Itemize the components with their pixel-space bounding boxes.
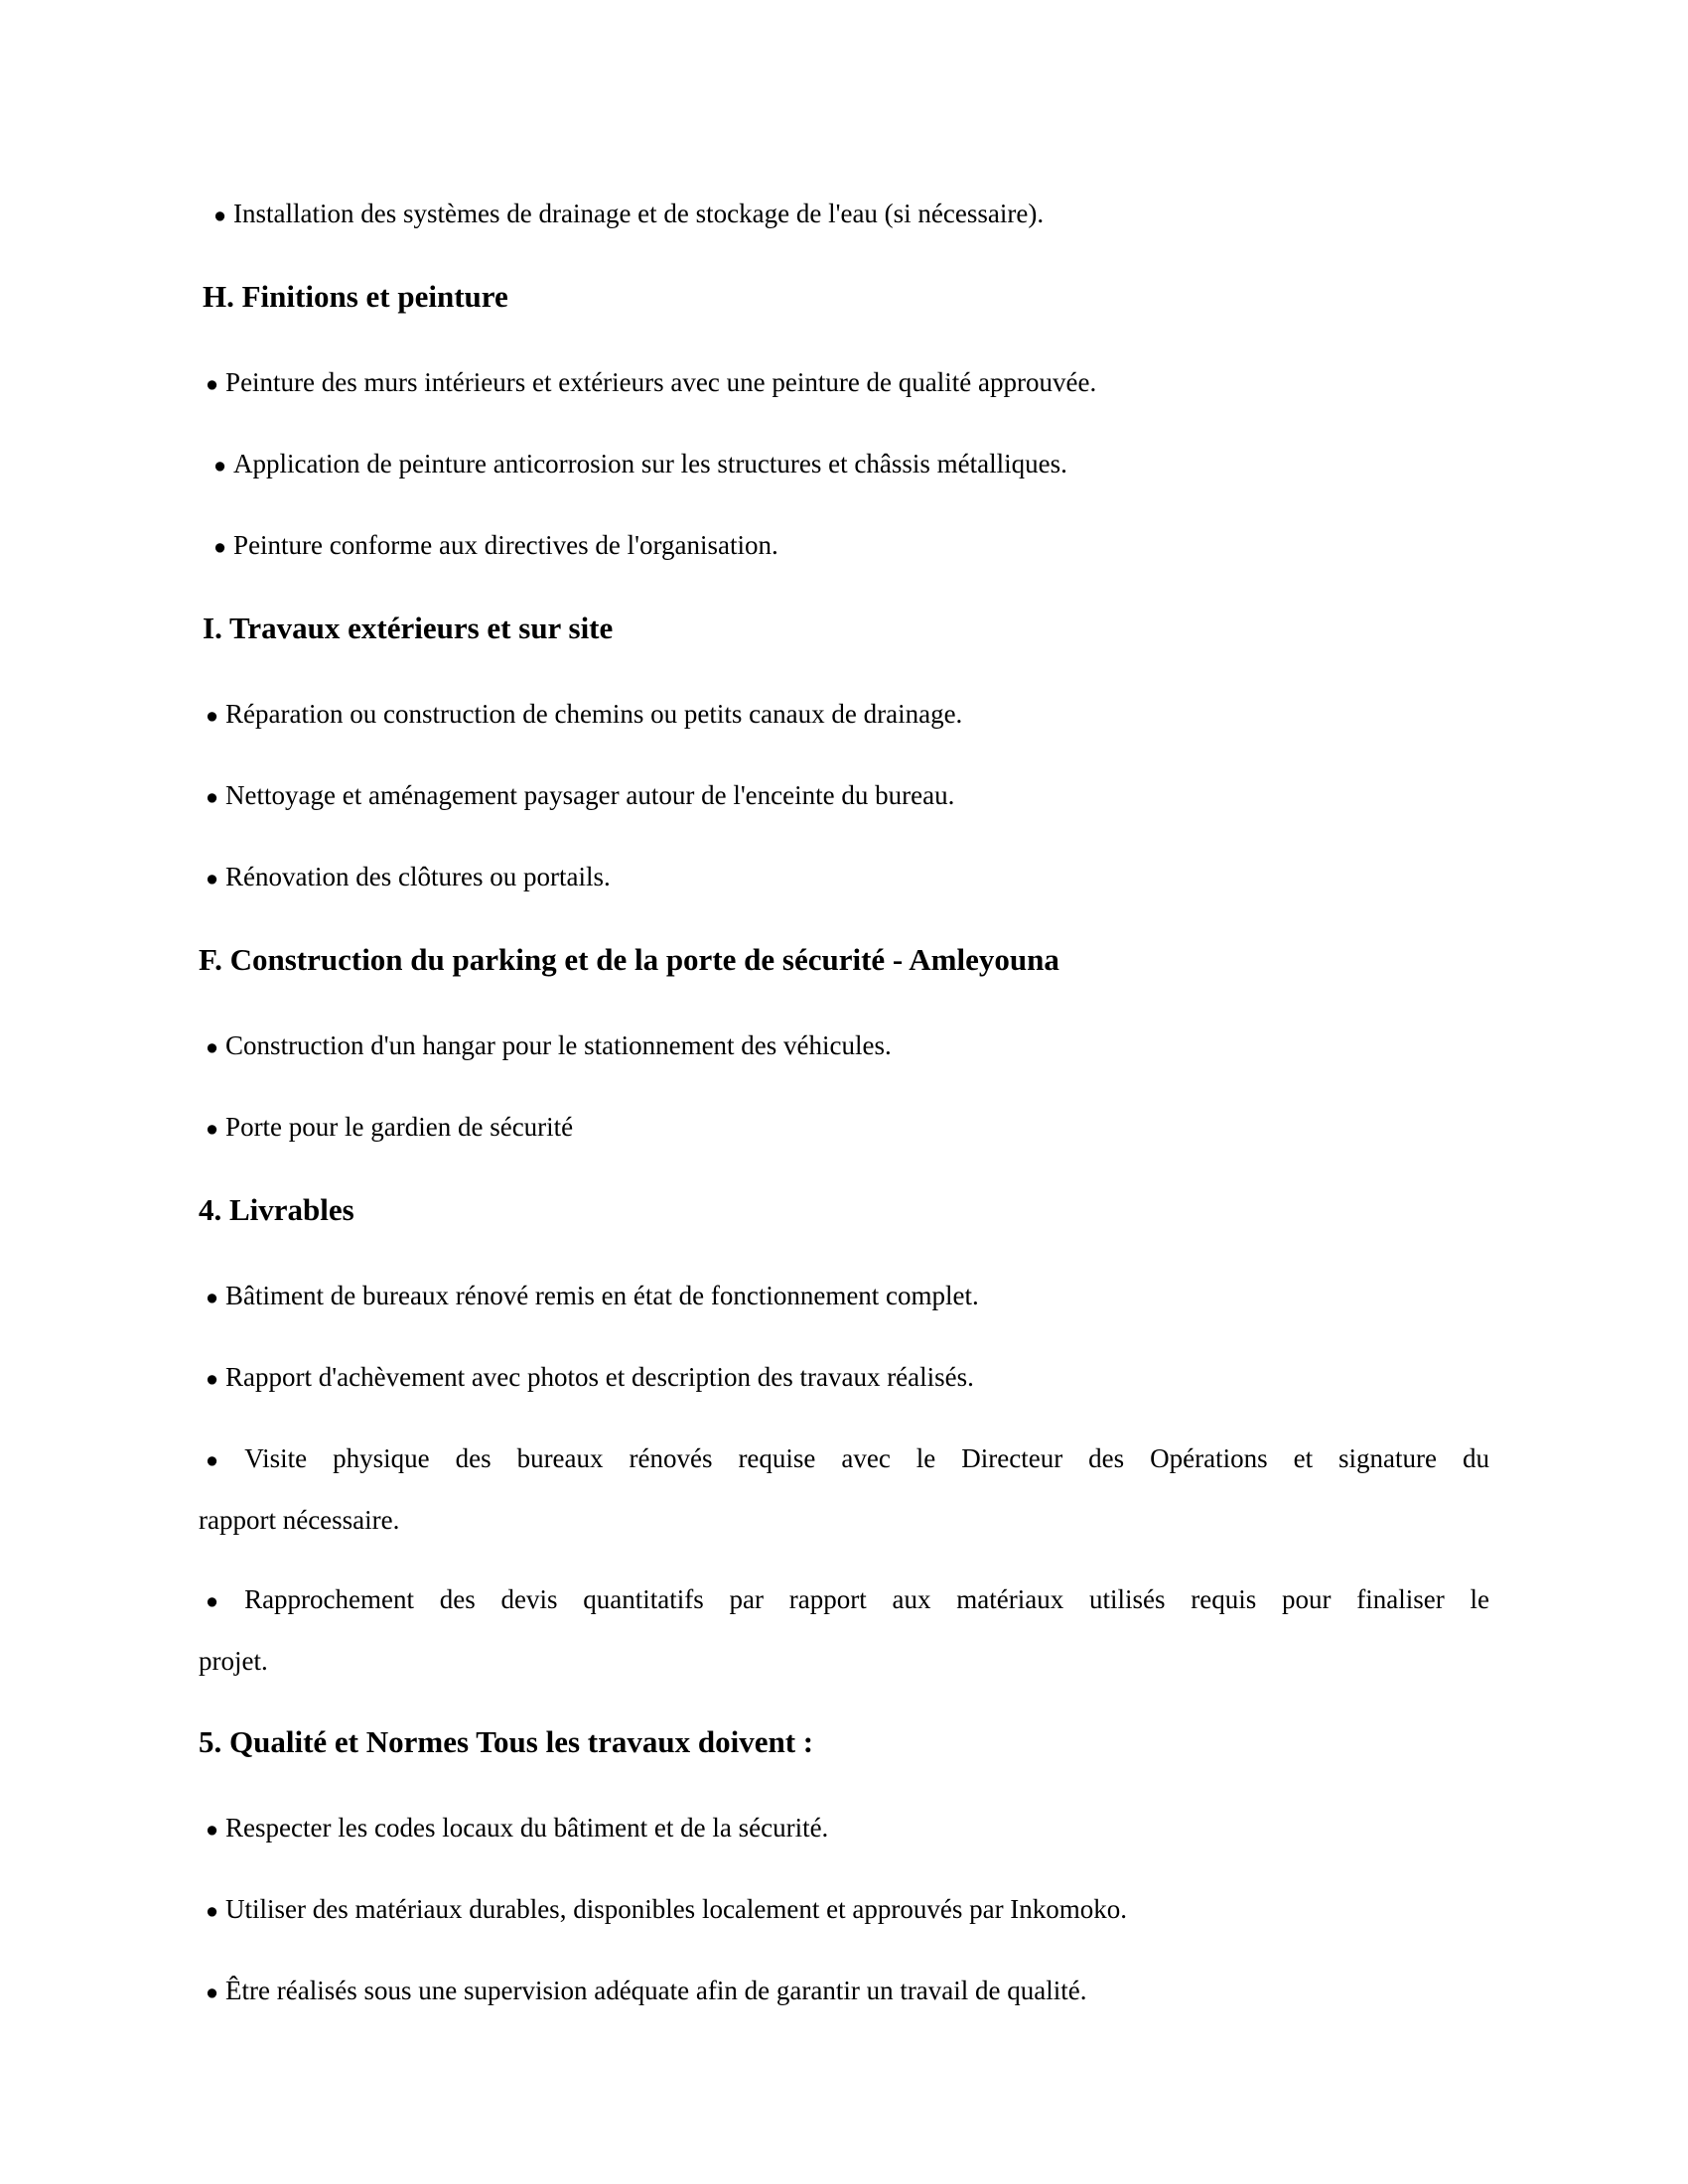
bullet-line: [199, 1347, 1489, 1409]
bullet-item: [199, 1347, 1489, 1409]
bullet-item: [199, 352, 1489, 414]
continuation-line: projet.: [199, 1646, 268, 1676]
bullet-item: [199, 1879, 1489, 1941]
bullet-icon: ●: [206, 1448, 238, 1472]
bullet-text: Utiliser des matériaux durables, disponibles localement et approuvés par Inkomoko.: [225, 1894, 1128, 1924]
bullet-icon: ●: [206, 1818, 219, 1842]
bullet-icon: ●: [206, 1117, 219, 1141]
bullet-line: [199, 847, 1489, 908]
bullet-text: Réparation ou construction de chemins ou petits canaux de drainage.: [225, 699, 963, 729]
bullet-item: [199, 1961, 1489, 2022]
bullet-line: [199, 1961, 1489, 2022]
bullet-item: [199, 184, 1489, 245]
bullet-text: Bâtiment de bureaux rénové remis en état de fonctionnement complet.: [225, 1281, 979, 1310]
bullet-line: [199, 434, 1489, 495]
bullet-item: [199, 684, 1489, 746]
bullet-icon: ●: [206, 1589, 238, 1613]
bullet-icon: ●: [206, 704, 219, 728]
bullet-text: Rénovation des clôtures ou portails.: [225, 862, 611, 891]
bullet-line: [199, 1016, 1489, 1077]
section-heading: I. Travaux extérieurs et sur site: [203, 611, 614, 645]
bullet-line: [199, 1266, 1489, 1327]
bullet-text: Être réalisés sous une supervision adéquate afin de garantir un travail de qualité.: [225, 1976, 1087, 2005]
bullet-item: [199, 515, 1489, 577]
bullet-text: Construction d'un hangar pour le stationnement des véhicules.: [225, 1030, 892, 1060]
bullet-icon: ●: [206, 1286, 219, 1309]
bullet-icon: ●: [213, 535, 227, 559]
bullet-text: Peinture des murs intérieurs et extérieurs avec une peinture de qualité approuvée.: [225, 367, 1097, 397]
bullet-line: [199, 184, 1489, 245]
bullet-icon: ●: [206, 1899, 219, 1923]
bullet-item: [199, 1097, 1489, 1159]
bullet-line: [199, 1879, 1489, 1941]
bullet-item: [199, 1266, 1489, 1327]
document-content: [199, 184, 1489, 2022]
bullet-item: [199, 765, 1489, 827]
bullet-icon: ●: [206, 785, 219, 809]
bullet-text: Nettoyage et aménagement paysager autour de l'enceinte du bureau.: [225, 780, 955, 810]
bullet-icon: ●: [206, 1367, 219, 1391]
bullet-line: [199, 1570, 1489, 1631]
bullet-line: [199, 1798, 1489, 1859]
bullet-text: Rapprochement des devis quantitatifs par rapport aux matériaux utilisés requis pour finaliser le: [244, 1584, 1489, 1614]
bullet-text: Rapport d'achèvement avec photos et description des travaux réalisés.: [225, 1362, 974, 1392]
bullet-text: Application de peinture anticorrosion sur les structures et châssis métalliques.: [233, 449, 1067, 478]
bullet-line: [199, 515, 1489, 577]
bullet-line: [199, 1429, 1489, 1490]
bullet-line: [199, 765, 1489, 827]
bullet-text: Peinture conforme aux directives de l'organisation.: [233, 530, 778, 560]
section-heading: F. Construction du parking et de la porte de sécurité - Amleyouna: [199, 942, 1059, 977]
bullet-text: Respecter les codes locaux du bâtiment et de la sécurité.: [225, 1813, 829, 1843]
bullet-icon: ●: [213, 454, 227, 478]
bullet-item: [199, 1798, 1489, 1859]
bullet-item: [199, 1429, 1489, 1550]
bullet-text: Visite physique des bureaux rénovés requise avec le Directeur des Opérations et signature du: [244, 1443, 1489, 1473]
bullet-icon: ●: [206, 372, 219, 396]
section-heading: H. Finitions et peinture: [203, 279, 508, 314]
bullet-line: [199, 1097, 1489, 1159]
bullet-icon: ●: [206, 867, 219, 890]
bullet-line: [199, 352, 1489, 414]
bullet-item: [199, 847, 1489, 908]
continuation-line: rapport nécessaire.: [199, 1505, 400, 1535]
section-heading: 5. Qualité et Normes Tous les travaux doivent :: [199, 1724, 814, 1759]
bullet-icon: ●: [206, 1980, 219, 2004]
bullet-line: [199, 684, 1489, 746]
bullet-item: [199, 1570, 1489, 1691]
bullet-item: [199, 434, 1489, 495]
bullet-icon: ●: [206, 1035, 219, 1059]
bullet-item: [199, 1016, 1489, 1077]
bullet-icon: ●: [213, 204, 227, 227]
bullet-text: Porte pour le gardien de sécurité: [225, 1112, 574, 1142]
bullet-text: Installation des systèmes de drainage et de stockage de l'eau (si nécessaire).: [233, 199, 1045, 228]
section-heading: 4. Livrables: [199, 1192, 354, 1227]
